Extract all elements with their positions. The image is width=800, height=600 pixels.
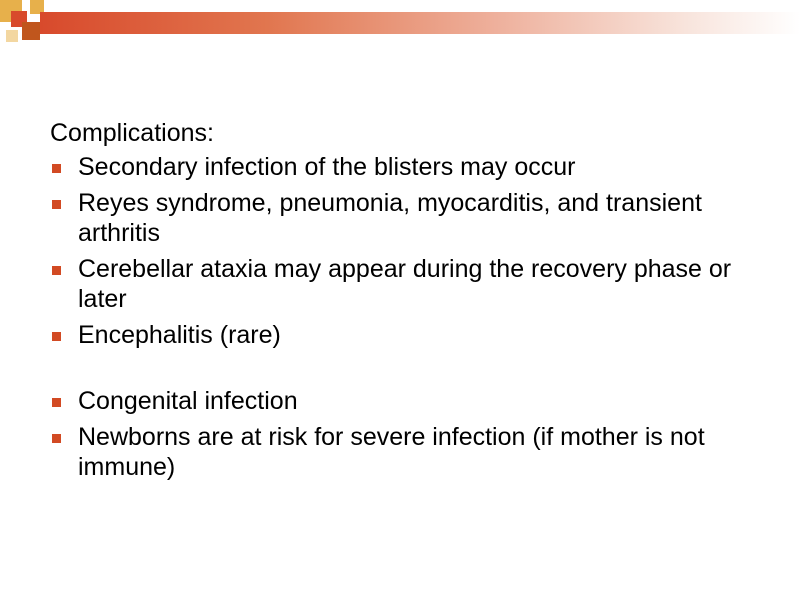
list-item-text: Newborns are at risk for severe infection (if mother is not immune) bbox=[78, 423, 705, 481]
list-item bbox=[50, 152, 750, 182]
decoration-square-light bbox=[6, 30, 18, 42]
list-item-text: Reyes syndrome, pneumonia, myocarditis, and transient arthritis bbox=[78, 189, 702, 247]
list-item bbox=[50, 320, 750, 350]
list-item-text: Encephalitis (rare) bbox=[78, 321, 281, 349]
list-item-text: Cerebellar ataxia may appear during the recovery phase or later bbox=[78, 255, 732, 313]
list-item bbox=[50, 422, 750, 482]
slide-heading: Complications: bbox=[50, 119, 214, 147]
list-item bbox=[50, 386, 750, 416]
list-item bbox=[50, 188, 750, 248]
square-bullet-icon bbox=[52, 200, 61, 209]
square-bullet-icon bbox=[52, 398, 61, 407]
decoration-square-orange bbox=[22, 22, 40, 40]
bullet-list bbox=[50, 152, 750, 482]
square-bullet-icon bbox=[52, 332, 61, 341]
slide-content bbox=[50, 118, 750, 488]
list-item bbox=[50, 254, 750, 314]
title-decoration bbox=[0, 0, 800, 56]
list-item-text: Congenital infection bbox=[78, 387, 298, 415]
square-bullet-icon bbox=[52, 164, 61, 173]
list-item-text: Secondary infection of the blisters may occur bbox=[78, 153, 576, 181]
square-bullet-icon bbox=[52, 434, 61, 443]
header-gradient-band bbox=[40, 12, 800, 34]
square-bullet-icon bbox=[52, 266, 61, 275]
